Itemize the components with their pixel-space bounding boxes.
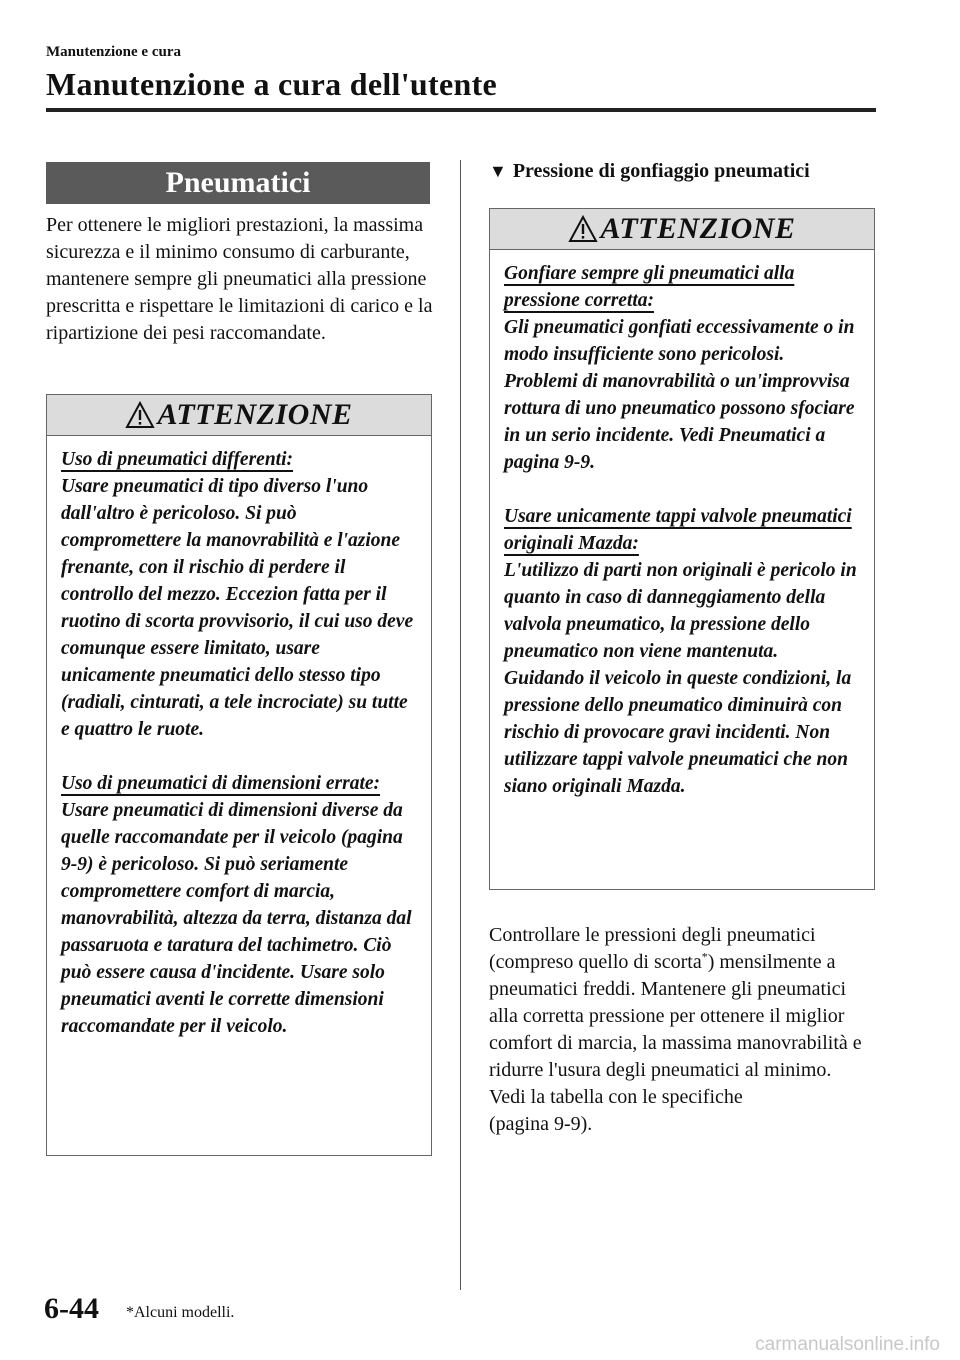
- warning-title: ATTENZIONE: [157, 398, 353, 431]
- page-number: 6-44: [44, 1292, 99, 1325]
- page-title: Manutenzione a cura dell'utente: [46, 66, 498, 102]
- warning-subheading: Uso di pneumatici differenti:: [61, 449, 294, 470]
- warning-box-left: [46, 394, 432, 1156]
- footnote-marker: *: [701, 949, 708, 964]
- warning-title: ATTENZIONE: [600, 212, 796, 245]
- warning-text: Usare pneumatici di tipo diverso l'uno dall'altro è pericoloso. Si può compromettere la manovrabilità e l'azione frenante, con il rischio di perdere il controllo del mezzo. Eccezion fatta per il ruotino di scorta provvisorio, il cui uso deve comunque essere limitato, usare unicamente pneumatici dello stesso tipo (radiali, cinturati, a tele incrociate) su tutte e quattro le ruote.: [61, 476, 414, 740]
- section-title: Pneumatici: [46, 162, 430, 204]
- warning-triangle-icon: [568, 215, 598, 243]
- subsection-title: Pressione di gonfiaggio pneumatici: [512, 160, 810, 182]
- warning-text: Usare pneumatici di dimensioni diverse da quelle raccomandate per il veicolo (pagina 9-9) è pericoloso. Si può seriamente compromettere comfort di marcia, manovrabilità, altezza da terra, distanza dal passaruota e taratura del tachimetro. Ciò può essere causa d'incidente. Usare solo pneumatici aventi le corrette dimensioni raccomandate per il veicolo.: [61, 800, 412, 1037]
- warning-text: Gli pneumatici gonfiati eccessivamente o in modo insufficiente sono pericolosi. Problemi di manovrabilità o un'improvvisa rottura di uno pneumatico possono sfociare in un serio incidente. Vedi Pneumatici a pagina 9-9.: [504, 317, 855, 473]
- warning-triangle-icon: [125, 401, 155, 429]
- warning-text: L'utilizzo di parti non originali è pericolo in quanto in caso di danneggiamento della valvola pneumatico, la pressione dello pneumatico non viene mantenuta. Guidando il veicolo in queste condizioni, la pressione dello pneumatico diminuirà con rischio di provocare gravi incidenti. Non utilizzare tappi valvole pneumatici che non siano originali Mazda.: [504, 560, 857, 797]
- warning-header: [490, 209, 874, 250]
- warning-box-right: [489, 208, 875, 890]
- triangle-marker-icon: ▼: [489, 161, 507, 181]
- warning-header: [47, 395, 431, 436]
- warning-body: [47, 436, 431, 1058]
- pressure-instructions: Controllare le pressioni degli pneumatici (compreso quello di scorta*) mensilmente a pneumatici freddi. Mantenere gli pneumatici alla corretta pressione per ottenere il miglior comfort di marcia, la massima manovrabilità e ridurre l'usura degli pneumatici al minimo. Vedi la tabella con le specifiche (pagina 9-9).: [489, 924, 862, 1135]
- section-intro: Per ottenere le migliori prestazioni, la massima sicurezza e il minimo consumo di carburante, mantenere sempre gli pneumatici alla pressione prescritta e rispettare le limitazioni di carico e la ripartizione dei pesi raccomandate.: [46, 214, 433, 344]
- header-divider: [46, 108, 876, 112]
- warning-subheading: Gonfiare sempre gli pneumatici alla pressione corretta:: [504, 263, 795, 311]
- warning-body: [490, 250, 874, 818]
- warning-subheading: Usare unicamente tappi valvole pneumatici originali Mazda:: [504, 506, 852, 554]
- chapter-label: Manutenzione e cura: [46, 44, 181, 60]
- watermark: carmanualsonline.info: [755, 1334, 940, 1355]
- warning-subheading: Uso di pneumatici di dimensioni errate:: [61, 773, 381, 794]
- column-divider: [460, 160, 461, 1290]
- spec-table-reference: Vedi la tabella con le specifiche: [489, 1086, 743, 1108]
- footnote: *Alcuni modelli.: [126, 1304, 235, 1321]
- subsection-heading: [489, 160, 810, 183]
- page-reference: (pagina 9-9).: [489, 1113, 593, 1135]
